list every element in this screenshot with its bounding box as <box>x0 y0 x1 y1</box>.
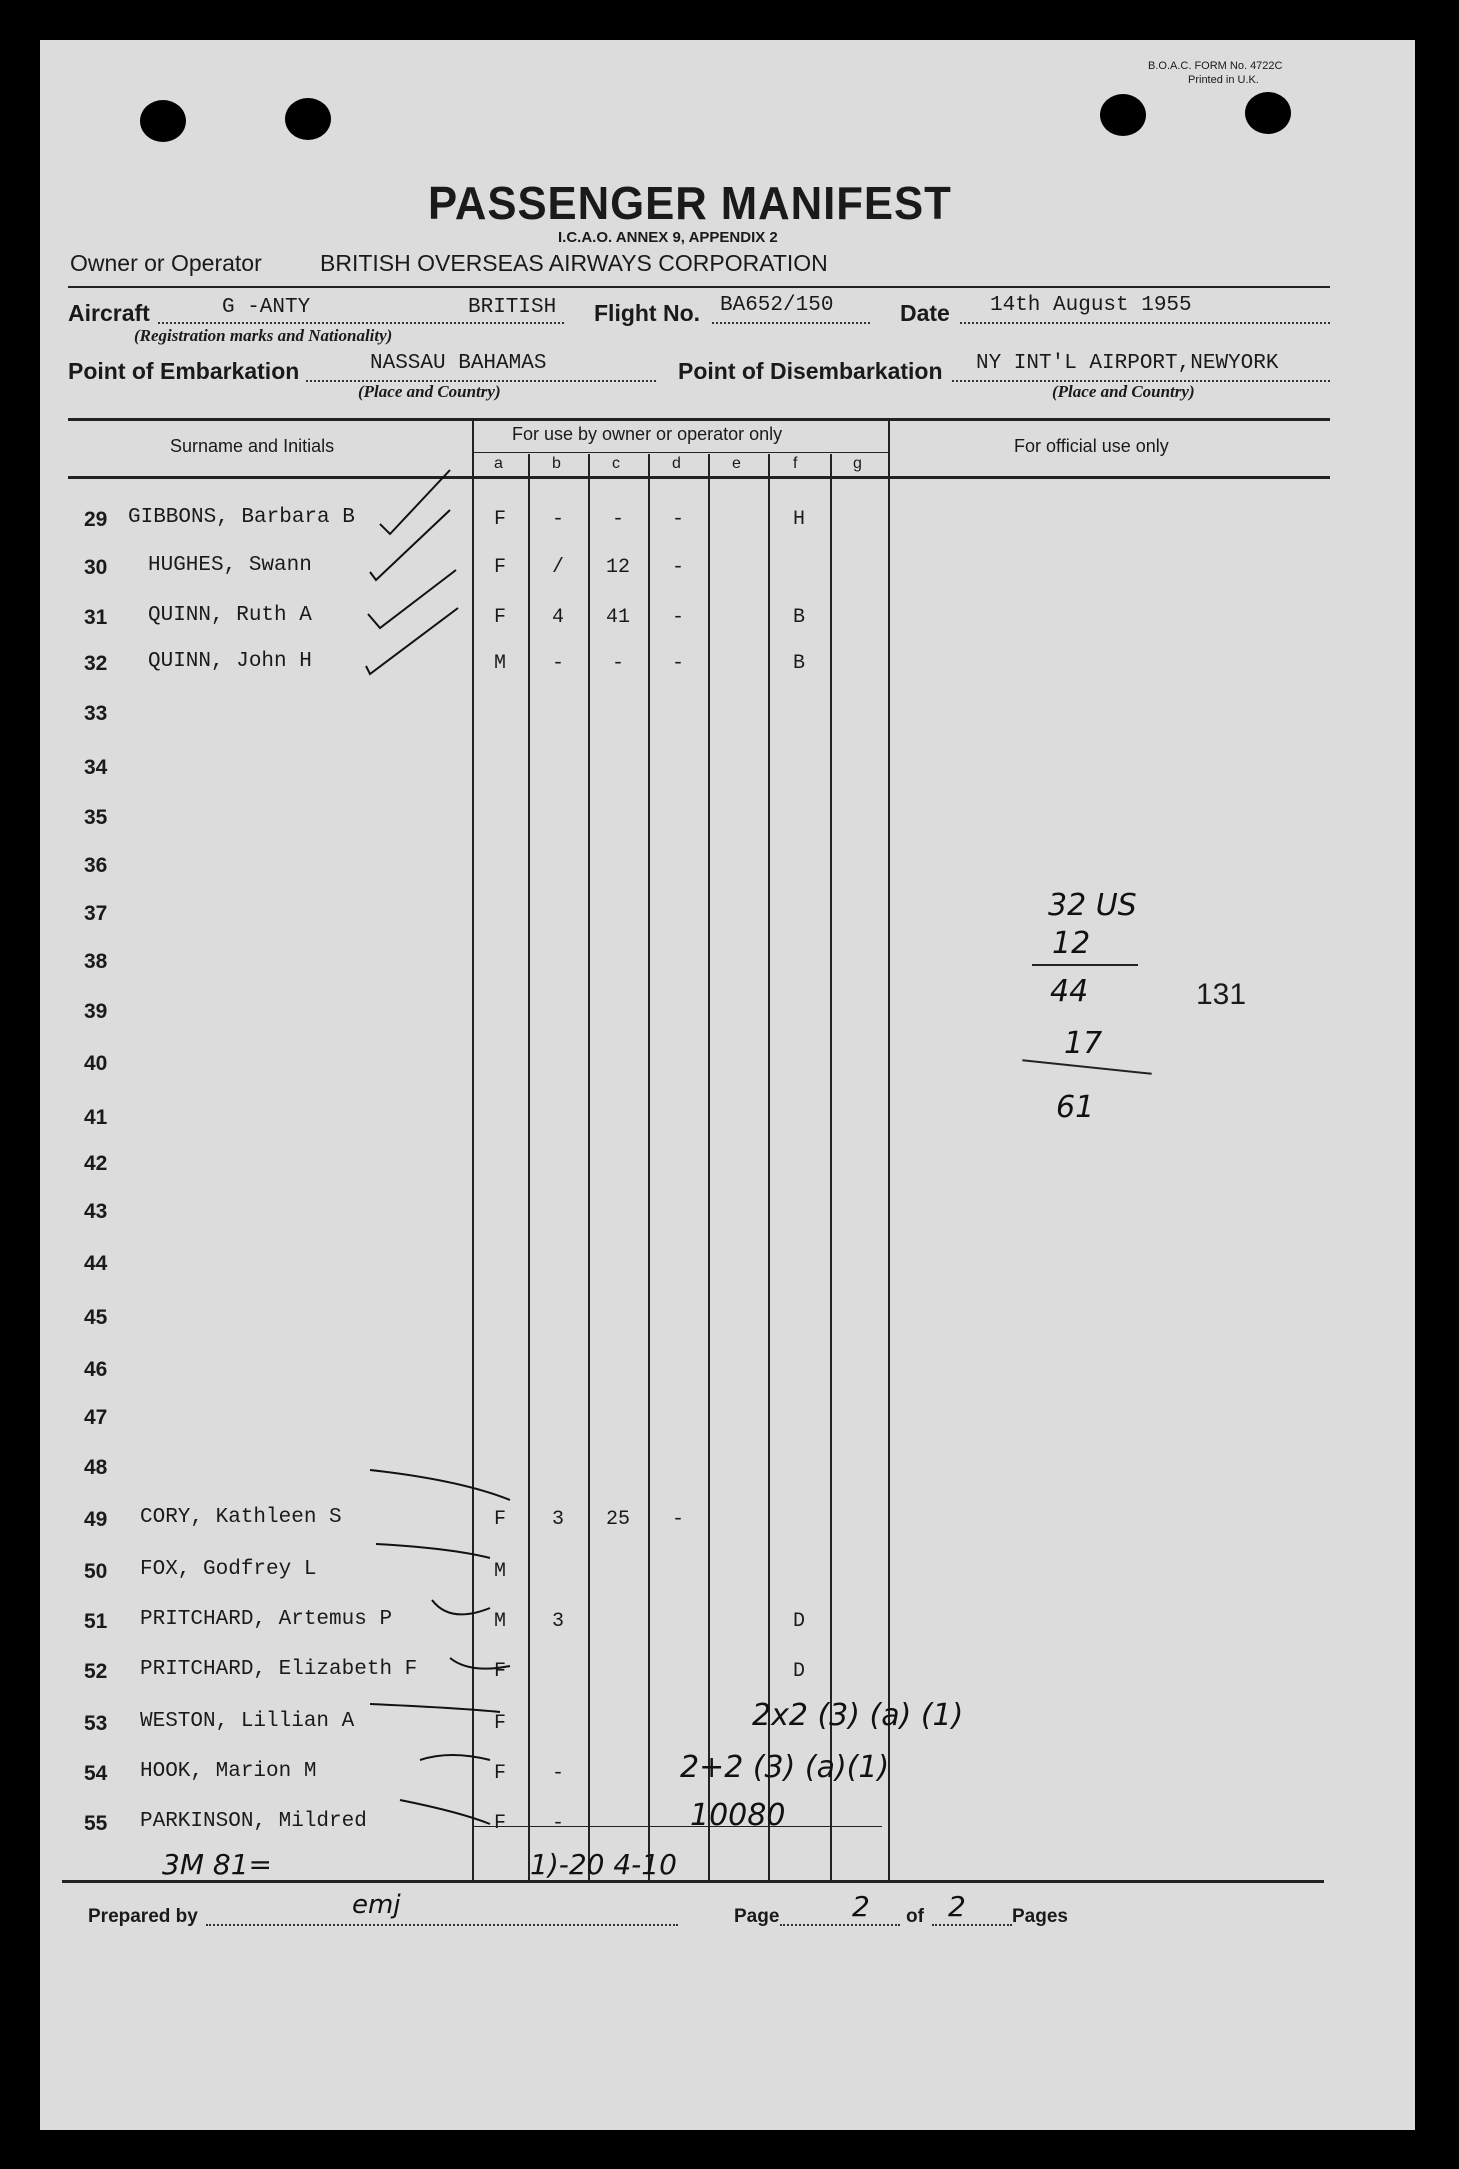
row55-note: 10080 <box>690 1798 786 1833</box>
prepared-line <box>206 1924 678 1926</box>
passenger-name: FOX, Godfrey L <box>140 1558 317 1581</box>
page-title: PASSENGER MANIFEST <box>428 177 952 229</box>
subcol-header-d: d <box>672 455 681 472</box>
row-number: 29 <box>84 508 108 531</box>
row-number: 53 <box>84 1712 108 1735</box>
row-number: 47 <box>84 1406 108 1429</box>
subcol-header-g: g <box>853 455 862 472</box>
row-number: 49 <box>84 1508 108 1531</box>
embark-label: Point of Embarkation <box>68 358 300 384</box>
cell-f: B <box>792 606 805 629</box>
cell-c: - <box>611 508 624 531</box>
page-line <box>780 1924 900 1926</box>
of-value: 2 <box>948 1890 966 1923</box>
cell-a: F <box>493 1712 506 1735</box>
col-divider <box>888 420 890 1880</box>
row-number: 36 <box>84 854 108 877</box>
flight-value: BA652/150 <box>720 294 834 317</box>
tally-line-4: 17 <box>1064 1026 1103 1061</box>
flight-label: Flight No. <box>594 300 701 326</box>
tally-rule <box>1032 964 1138 966</box>
row-number: 42 <box>84 1152 108 1175</box>
date-label: Date <box>900 300 950 326</box>
subcol-header-c: c <box>612 455 620 472</box>
subcol-header-b: b <box>552 455 561 472</box>
row55-rule <box>472 1826 882 1827</box>
tally-line-3: 44 <box>1050 974 1089 1009</box>
row-number: 31 <box>84 606 108 629</box>
row-number: 33 <box>84 702 108 725</box>
row-number: 48 <box>84 1456 108 1479</box>
row-number: 37 <box>84 902 108 925</box>
cell-a: F <box>493 1508 506 1531</box>
cell-f: D <box>792 1660 805 1683</box>
disembark-note: (Place and Country) <box>1052 382 1195 401</box>
row-number: 43 <box>84 1200 108 1223</box>
printed-note: Printed in U.K. <box>1188 74 1259 86</box>
subcol-header-e: e <box>732 455 741 472</box>
cell-a: M <box>493 1560 506 1583</box>
passenger-name: HOOK, Marion M <box>140 1760 317 1783</box>
table-header-rule <box>68 476 1330 479</box>
cell-a: F <box>493 606 506 629</box>
cell-a: F <box>493 556 506 579</box>
cell-c: 25 <box>605 1508 630 1531</box>
cell-b: 3 <box>551 1610 564 1633</box>
row-number: 38 <box>84 950 108 973</box>
row-number: 54 <box>84 1762 108 1785</box>
col-divider <box>708 454 710 1880</box>
passenger-name: PARKINSON, Mildred <box>140 1810 367 1833</box>
row-number: 50 <box>84 1560 108 1583</box>
flight-line <box>712 322 870 324</box>
row-number: 46 <box>84 1358 108 1381</box>
cell-b: - <box>551 1762 564 1785</box>
col-header-name: Surname and Initials <box>170 436 335 456</box>
of-label: of <box>906 1906 924 1927</box>
subcol-header-a: a <box>494 455 503 472</box>
date-line <box>960 322 1330 324</box>
col-header-owner: For use by owner or operator only <box>512 424 783 444</box>
pages-label: Pages <box>1012 1906 1068 1927</box>
cell-d: - <box>671 1508 684 1531</box>
tally-rule <box>1022 1059 1151 1075</box>
aircraft-note: (Registration marks and Nationality) <box>134 326 393 345</box>
col-divider <box>588 454 590 1880</box>
row-number: 39 <box>84 1000 108 1023</box>
cell-a: F <box>493 1762 506 1785</box>
disembark-label: Point of Disembarkation <box>678 358 943 384</box>
bottom-left-note: 3M 81= <box>162 1848 272 1881</box>
passenger-name: HUGHES, Swann <box>148 554 312 577</box>
tally-line-2: 12 <box>1052 926 1091 961</box>
cell-d: - <box>671 556 684 579</box>
prepared-value: emj <box>352 1890 401 1920</box>
passenger-name: CORY, Kathleen S <box>140 1506 342 1529</box>
table-top-rule <box>68 418 1330 421</box>
col-divider <box>830 454 832 1880</box>
cell-a: M <box>493 652 506 675</box>
tally-total: 131 <box>1196 978 1247 1011</box>
prepared-label: Prepared by <box>88 1906 198 1927</box>
cell-b: 4 <box>551 606 564 629</box>
page-subtitle: I.C.A.O. ANNEX 9, APPENDIX 2 <box>558 229 778 246</box>
aircraft-nationality: BRITISH <box>468 296 557 319</box>
annotation-arrows <box>360 1460 580 1860</box>
cell-a: F <box>493 1812 506 1835</box>
cell-c: 41 <box>605 606 630 629</box>
embark-value: NASSAU BAHAMAS <box>370 352 547 375</box>
header-rule <box>68 286 1330 288</box>
cell-b: 3 <box>551 1508 564 1531</box>
bottom-mid-note: 1)-20 4-10 <box>530 1848 677 1881</box>
passenger-name: QUINN, John H <box>148 650 312 673</box>
punch-hole <box>1100 94 1146 136</box>
cell-a: F <box>493 508 506 531</box>
passenger-name: PRITCHARD, Artemus P <box>140 1608 393 1631</box>
row-number: 52 <box>84 1660 108 1683</box>
check-marks <box>360 460 480 690</box>
row-number: 44 <box>84 1252 108 1275</box>
row53-note: 2x2 (3) (a) (1) <box>752 1698 964 1733</box>
tally-line-5: 61 <box>1056 1090 1095 1125</box>
cell-b: - <box>551 508 564 531</box>
col-divider <box>768 454 770 1880</box>
row-number: 51 <box>84 1610 108 1633</box>
owner-label: Owner or Operator <box>70 250 262 276</box>
page-label: Page <box>734 1906 780 1927</box>
embark-note: (Place and Country) <box>358 382 501 401</box>
cell-a: F <box>493 1660 506 1683</box>
cell-f: D <box>792 1610 805 1633</box>
of-line <box>932 1924 1012 1926</box>
row-number: 34 <box>84 756 108 779</box>
cell-c: - <box>611 652 624 675</box>
passenger-name: QUINN, Ruth A <box>148 604 312 627</box>
cell-a: M <box>493 1610 506 1633</box>
cell-f: H <box>792 508 805 531</box>
row-number: 41 <box>84 1106 108 1129</box>
row-number: 55 <box>84 1812 108 1835</box>
subcol-header-f: f <box>793 455 798 472</box>
row-number: 30 <box>84 556 108 579</box>
owner-value: BRITISH OVERSEAS AIRWAYS CORPORATION <box>320 250 828 276</box>
disembark-value: NY INT'L AIRPORT,NEWYORK <box>976 352 1279 375</box>
passenger-name: GIBBONS, Barbara B <box>128 506 355 529</box>
cell-d: - <box>671 652 684 675</box>
aircraft-registration: G -ANTY <box>222 296 311 319</box>
punch-hole <box>140 100 186 142</box>
punch-hole <box>1245 92 1291 134</box>
punch-hole <box>285 98 331 140</box>
row54-note: 2+2 (3) (a)(1) <box>680 1750 890 1785</box>
row-number: 35 <box>84 806 108 829</box>
cell-b: - <box>551 652 564 675</box>
cell-f: B <box>792 652 805 675</box>
tally-line-1: 32 US <box>1048 888 1137 923</box>
form-number: B.O.A.C. FORM No. 4722C <box>1148 60 1283 72</box>
aircraft-label: Aircraft <box>68 300 150 326</box>
cell-d: - <box>671 606 684 629</box>
col-header-official: For official use only <box>1014 436 1169 456</box>
cell-d: - <box>671 508 684 531</box>
passenger-name: PRITCHARD, Elizabeth F <box>140 1658 418 1681</box>
col-divider <box>648 454 650 1880</box>
row-number: 32 <box>84 652 108 675</box>
cell-c: 12 <box>605 556 630 579</box>
cell-b: / <box>551 556 564 579</box>
subheader-rule <box>472 452 890 453</box>
page-value: 2 <box>852 1890 870 1923</box>
cell-b: - <box>551 1812 564 1835</box>
aircraft-line <box>158 322 564 324</box>
row-number: 40 <box>84 1052 108 1075</box>
row-number: 45 <box>84 1306 108 1329</box>
passenger-name: WESTON, Lillian A <box>140 1710 355 1733</box>
date-value: 14th August 1955 <box>990 294 1192 317</box>
